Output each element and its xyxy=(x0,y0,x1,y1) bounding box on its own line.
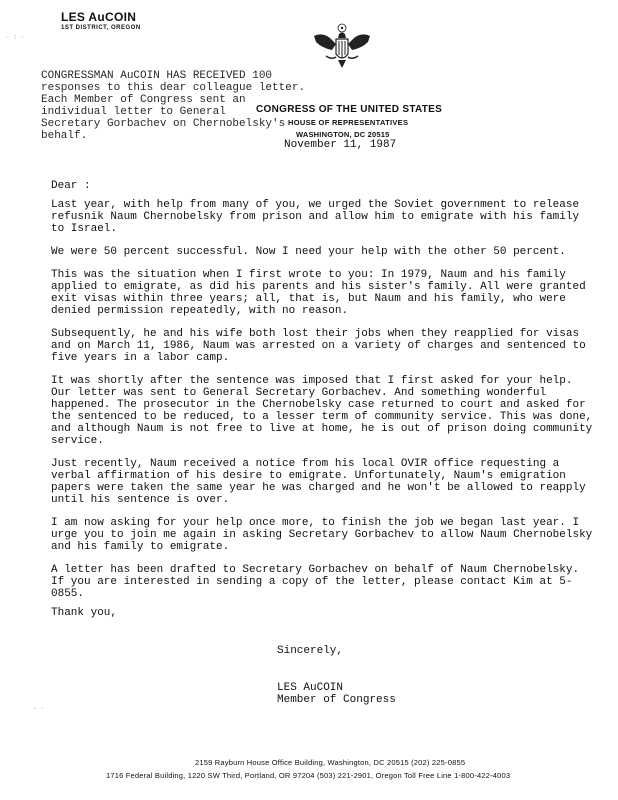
stamp-note: CONGRESSMAN AuCOIN HAS RECEIVED 100 responses to this dear colleague letter. Each Member of Congress sent an individual letter to General Secretary Gorbachev on Chernobelsky's behalf. xyxy=(41,70,306,142)
paragraph: Subsequently, he and his wife both lost their jobs when they reapplied for visas and on March 11, 1986, Naum was arrested on a variety of charges and sentenced to five years in a labor camp. xyxy=(51,328,586,364)
signature-name: LES AuCOIN xyxy=(277,682,344,694)
paragraph: We were 50 percent successful. Now I need your help with the other 50 percent. xyxy=(51,246,566,258)
signoff: Sincerely, xyxy=(277,645,344,657)
city-heading: WASHINGTON, DC 20515 xyxy=(296,130,390,139)
signature-title: Member of Congress xyxy=(277,694,396,706)
footer-oregon-address: 1716 Federal Building, 1220 SW Third, Portland, OR 97204 (503) 221-2901, Oregon Toll Free Line 1-800-422-4003 xyxy=(106,771,511,780)
scan-mark: - · xyxy=(33,705,44,712)
representative-name: LES AuCOIN xyxy=(61,10,137,24)
paragraph: It was shortly after the sentence was imposed that I first asked for your help. Our letter was sent to General Secretary Gorbachev. And something wonderful happened. The prosecutor in the Chernobelsky case returned to court and asked for the sentenced to be reduced, to a lesser term of community service. This was done, and although Naum is not free to live at home, he is out of prison doing community service. xyxy=(51,375,593,447)
paragraph: Last year, with help from many of you, we urged the Soviet government to release refusnik Naum Chernobelsky from prison and allow him to emigrate with his family to Israel. xyxy=(51,199,580,235)
salutation: Dear : xyxy=(51,180,91,192)
paragraph: This was the situation when I first wrote to you: In 1979, Naum and his family applied to emigrate, as did his parents and his sister's family. All were granted exit visas within three years; all, that is, but Naum and his family, who were denied permission repeatedly, with no reason. xyxy=(51,269,586,317)
letter-date: November 11, 1987 xyxy=(284,139,397,151)
district-label: 1ST DISTRICT, OREGON xyxy=(61,25,141,31)
letter-body xyxy=(51,199,596,611)
paragraph: A letter has been drafted to Secretary Gorbachev on behalf of Naum Chernobelsky. If you are interested in sending a copy of the letter, please contact Kim at 5-0855. xyxy=(51,564,580,600)
footer-dc-address: 2159 Rayburn House Office Building, Washington, DC 20515 (202) 225-0855 xyxy=(195,758,466,767)
paragraph: Just recently, Naum received a notice from his local OVIR office requesting a verbal affirmation of his desire to emigrate. Unfortunately, Naum's emigration papers were taken the same year he was charged and he won't be allowed to reapply until his sentence is over. xyxy=(51,458,586,506)
house-heading: HOUSE OF REPRESENTATIVES xyxy=(288,118,409,127)
congress-heading: CONGRESS OF THE UNITED STATES xyxy=(256,104,443,115)
closing: Thank you, xyxy=(51,607,118,619)
scan-mark: · : · xyxy=(6,34,25,41)
eagle-seal-icon xyxy=(312,22,372,72)
paragraph: I am now asking for your help once more, to finish the job we began last year. I urge you to join me again in asking Secretary Gorbachev to allow Naum Chernobelsky and his family to emigrate. xyxy=(51,517,593,553)
